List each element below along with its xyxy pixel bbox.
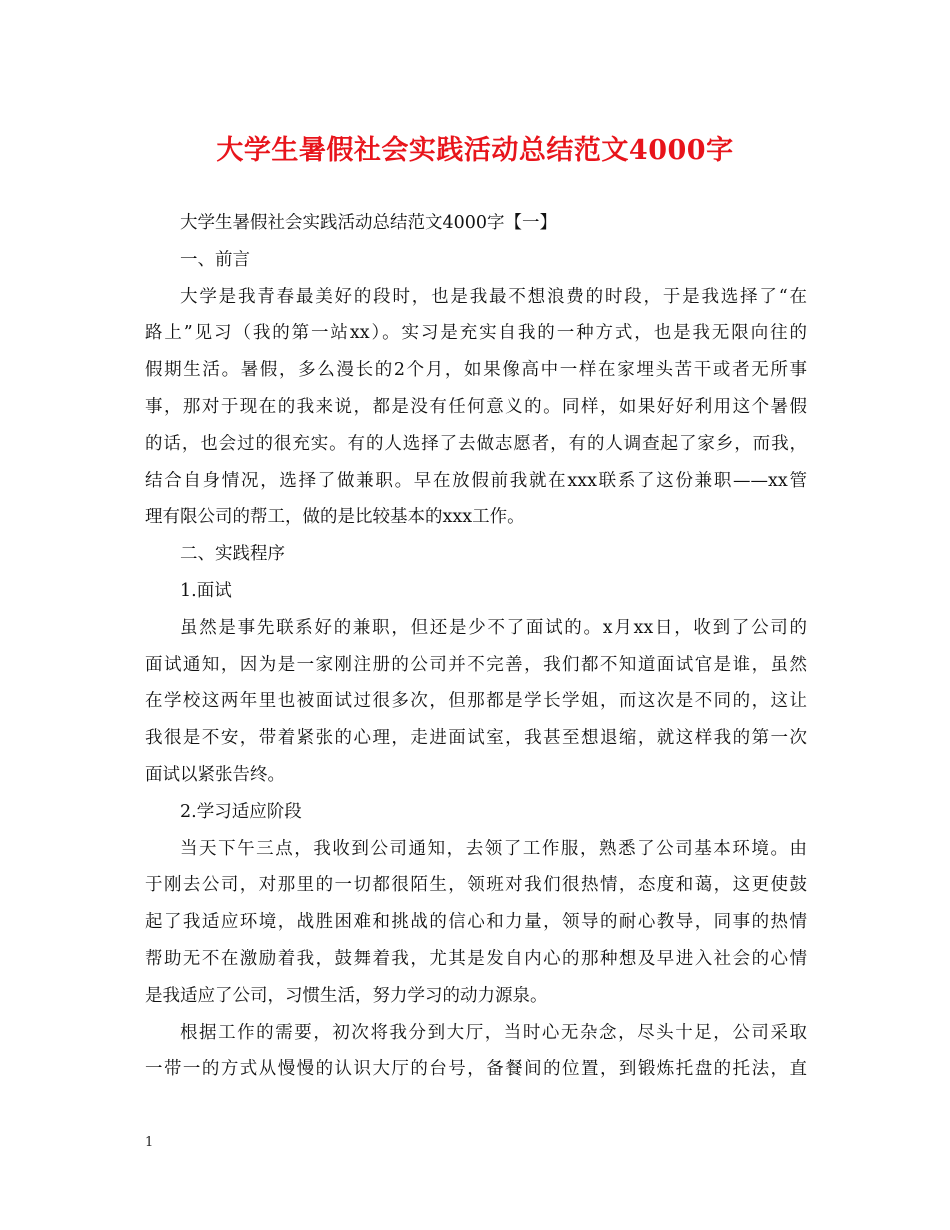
paragraph-line: 面试通知，因为是一家刚注册的公司并不完善，我们都不知道面试官是谁，虽然 — [145, 654, 807, 675]
document-title: 大学生暑假社会实践活动总结范文4000字 — [216, 135, 734, 166]
paragraph-line: 帮助无不在激励着我，鼓舞着我，尤其是发自内心的那种想及早进入社会的心情 — [145, 948, 807, 969]
paragraph-line: 在学校这两年里也被面试过很多次，但那都是学长学姐，而这次是不同的，这让 — [145, 691, 807, 712]
paragraph-line: 起了我适应环境，战胜困难和挑战的信心和力量，领导的耐心教导，同事的热情 — [145, 912, 807, 933]
paragraph-line: 面试以紧张告终。 — [145, 764, 285, 785]
paragraph-line: 假期生活。暑假，多么漫长的2个月，如果像高中一样在家埋头苦干或者无所事 — [145, 360, 807, 381]
paragraph-line: 理有限公司的帮工，做的是比较基本的xxx工作。 — [145, 507, 525, 528]
paragraph-line: 我很是不安，带着紧张的心理，走进面试室，我甚至想退缩，就这样我的第一次 — [145, 728, 807, 749]
paragraph-line: 事，那对于现在的我来说，都是没有任何意义的。同样，如果好好利用这个暑假 — [145, 396, 807, 417]
paragraph-line: 的话，也会过的很充实。有的人选择了去做志愿者，有的人调查起了家乡，而我， — [145, 433, 807, 454]
section-heading: 一、前言 — [180, 249, 250, 270]
paragraph-line: 当天下午三点，我收到公司通知，去领了工作服，熟悉了公司基本环境。由 — [180, 838, 807, 859]
paragraph-line: 是我适应了公司，习惯生活，努力学习的动力源泉。 — [145, 985, 548, 1006]
paragraph-line: 一带一的方式从慢慢的认识大厅的台号，备餐间的位置，到锻炼托盘的托法，直 — [145, 1059, 807, 1080]
paragraph-line: 大学是我青春最美好的段时，也是我最不想浪费的时段，于是我选择了“在 — [180, 286, 807, 307]
paragraph-line: 路上”见习（我的第一站xx）。实习是充实自我的一种方式，也是我无限向往的 — [145, 323, 807, 344]
document-body — [145, 205, 807, 1088]
paragraph-line: 根据工作的需要，初次将我分到大厅，当时心无杂念，尽头十足，公司采取 — [180, 1022, 807, 1043]
paragraph-line: 于刚去公司，对那里的一切都很陌生，领班对我们很热情，态度和蔼，这更使鼓 — [145, 875, 807, 896]
section-heading: 二、实践程序 — [180, 544, 285, 565]
paragraph-line: 结合自身情况，选择了做兼职。早在放假前我就在xxx联系了这份兼职——xx管 — [145, 470, 807, 491]
page-number: 1 — [145, 1135, 154, 1150]
subsection-heading: 2.学习适应阶段 — [180, 801, 302, 822]
section-heading: 大学生暑假社会实践活动总结范文4000字【一】 — [180, 213, 558, 233]
subsection-heading: 1.面试 — [180, 580, 232, 601]
paragraph-line: 虽然是事先联系好的兼职，但还是少不了面试的。x月xx日，收到了公司的 — [180, 617, 807, 638]
